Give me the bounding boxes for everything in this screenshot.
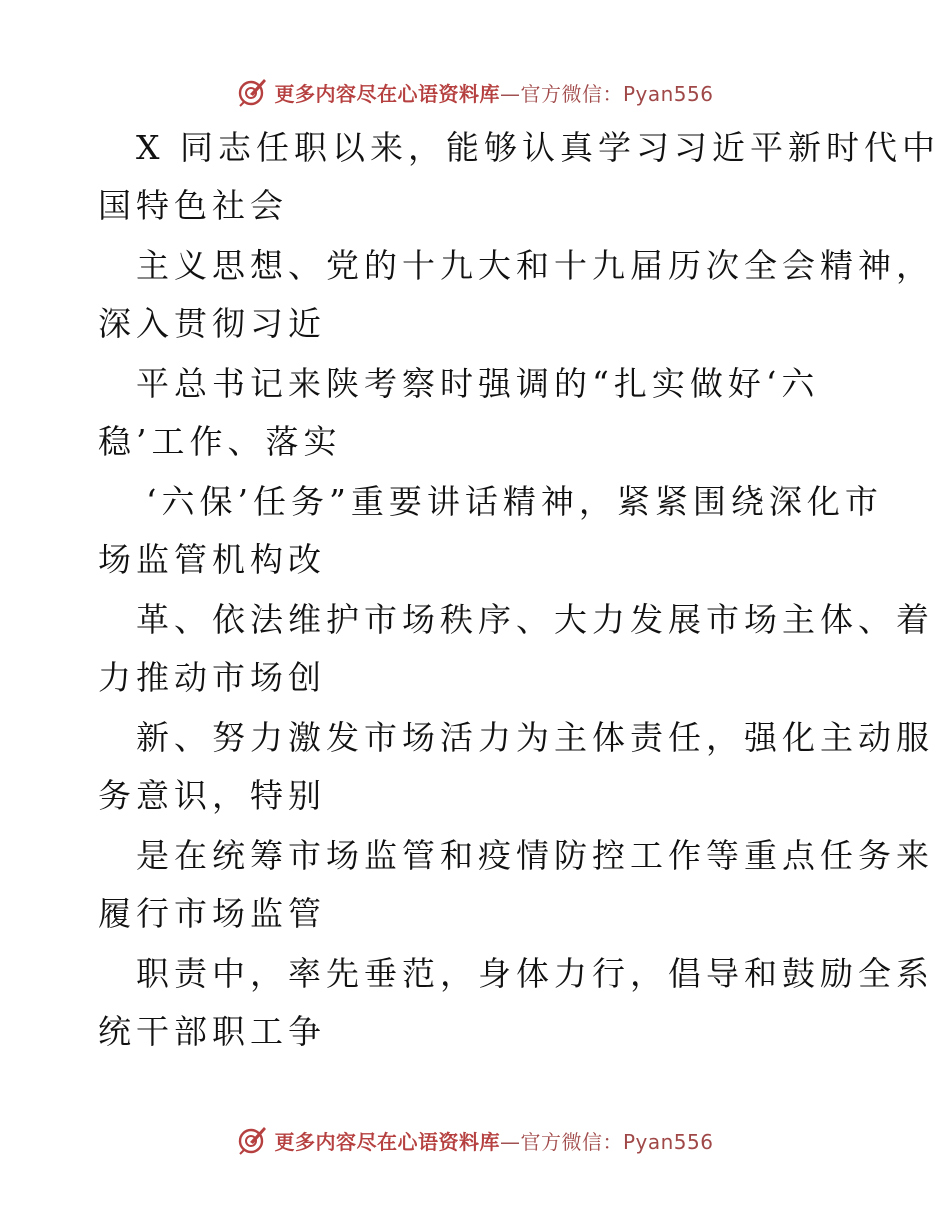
watermark-suffix: 官方微信：Pyan556 (520, 1129, 714, 1154)
watermark-main: 更多内容尽在心语资料库 (274, 1129, 500, 1154)
text-line: 力推动市场创 (98, 658, 326, 697)
text-line: X 同志任职以来，能够认真学习习近平新时代中 (136, 128, 940, 167)
text-line: 职责中，率先垂范，身体力行，倡导和鼓励全系 (136, 954, 934, 993)
watermark-text (274, 1126, 713, 1155)
quill-logo-icon (236, 1124, 268, 1156)
watermark-separator: — (499, 81, 521, 106)
text-line: 平总书记来陕考察时强调的“扎实做好‘六 (136, 364, 820, 403)
watermark-separator: — (499, 1129, 521, 1154)
text-line: 是在统筹市场监管和疫情防控工作等重点任务来 (136, 836, 934, 875)
text-line: 务意识，特别 (98, 776, 326, 815)
text-line: 统干部职工争 (98, 1012, 326, 1051)
watermark-main: 更多内容尽在心语资料库 (274, 81, 500, 106)
text-line: 主义思想、党的十九大和十九届历次全会精神， (136, 246, 934, 285)
text-line: 场监管机构改 (98, 540, 326, 579)
text-line: 履行市场监管 (98, 894, 326, 933)
text-line: 新、努力激发市场活力为主体责任，强化主动服 (136, 718, 934, 757)
text-line: 革、依法维护市场秩序、大力发展市场主体、着 (136, 600, 934, 639)
text-line: 稳’工作、落实 (98, 422, 342, 461)
footer-watermark (0, 1120, 950, 1160)
watermark-suffix: 官方微信：Pyan556 (520, 81, 714, 106)
text-line: ‘六保’任务”重要讲话精神，紧紧围绕深化市 (146, 482, 883, 521)
text-line: 国特色社会 (98, 186, 288, 225)
text-line: 深入贯彻习近 (98, 304, 326, 343)
